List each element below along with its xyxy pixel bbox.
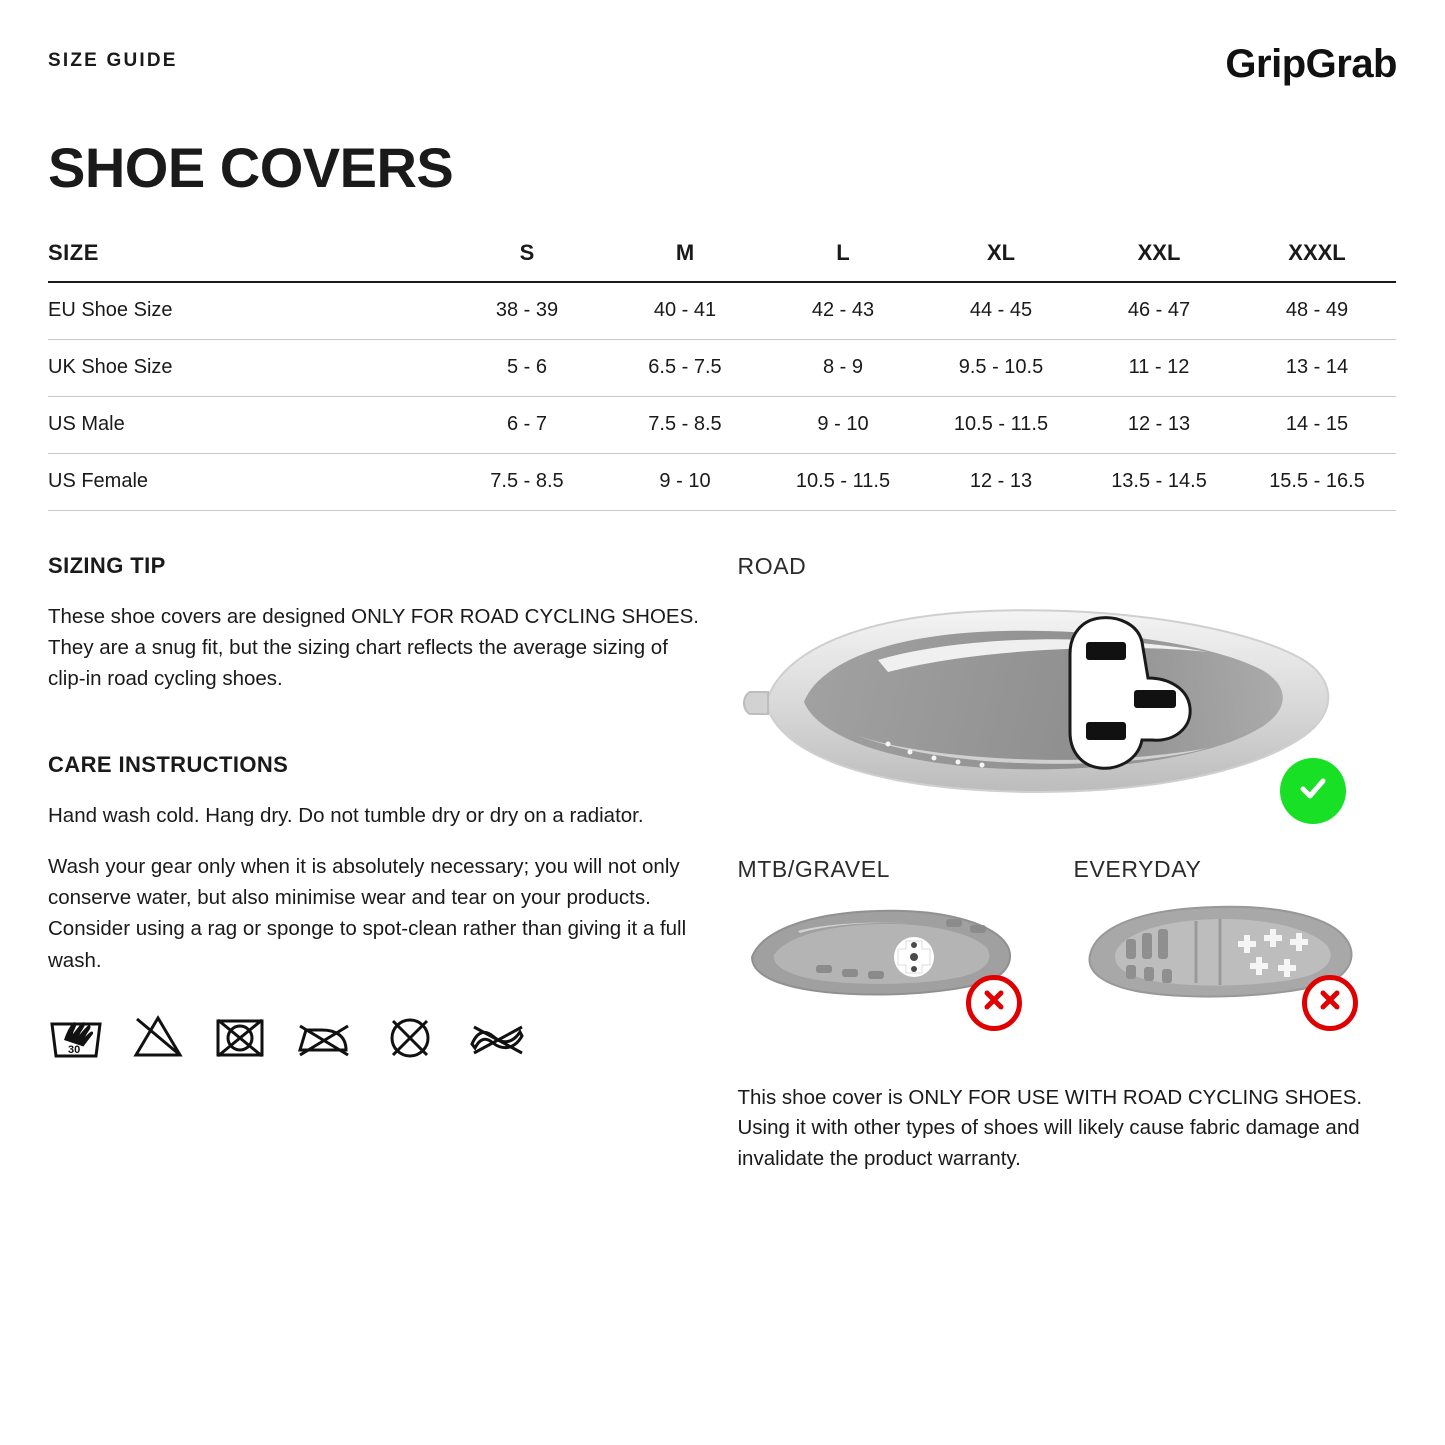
column-header-size: SIZE bbox=[48, 238, 448, 282]
page-title: SHOE COVERS bbox=[48, 136, 454, 199]
do-not-tumble-dry-icon bbox=[212, 1010, 268, 1062]
road-label: ROAD bbox=[737, 552, 807, 579]
cell: 7.5 - 8.5 bbox=[448, 453, 606, 510]
cell: 10.5 - 11.5 bbox=[922, 396, 1080, 453]
cell: 7.5 - 8.5 bbox=[606, 396, 764, 453]
cross-icon bbox=[979, 985, 1009, 1020]
cell: 9.5 - 10.5 bbox=[922, 339, 1080, 396]
care-paragraph-2: Wash your gear only when it is absolutely necessary; you will not only conserve water, but also minimise wear and tear on your products. Consider using a rag or sponge to spot-clean rather than giving it a full wash. bbox=[48, 855, 687, 972]
do-not-iron-icon bbox=[294, 1010, 356, 1062]
do-not-bleach-icon bbox=[130, 1010, 186, 1062]
cell: 10.5 - 11.5 bbox=[764, 453, 922, 510]
warning-text: This shoe cover is ONLY FOR USE WITH ROAD CYCLING SHOES. Using it with other types of shoes will likely cause fabric damage and invalidate the product warranty. bbox=[737, 1085, 1363, 1170]
cell: 42 - 43 bbox=[764, 282, 922, 339]
road-allowed-badge bbox=[1280, 758, 1346, 824]
cell: 8 - 9 bbox=[764, 339, 922, 396]
check-icon bbox=[1294, 769, 1332, 812]
sizing-tip-text: These shoe covers are designed ONLY FOR ROAD CYCLING SHOES. They are a snug fit, but the sizing chart reflects the average sizing of clip-in road cycling shoes. bbox=[48, 604, 699, 690]
road-shoe-image bbox=[738, 586, 1358, 816]
cell: 14 - 15 bbox=[1238, 396, 1396, 453]
cell: 40 - 41 bbox=[606, 282, 764, 339]
unsupported-shoes-row bbox=[738, 856, 1398, 1021]
care-instructions-heading: CARE INSTRUCTIONS bbox=[48, 751, 289, 777]
row-label: US Male bbox=[48, 396, 448, 453]
table-row bbox=[48, 396, 1396, 453]
everyday-label: EVERYDAY bbox=[1073, 855, 1202, 882]
size-table bbox=[48, 238, 1396, 511]
everyday-illustration-block bbox=[1074, 856, 1364, 1021]
cell: 38 - 39 bbox=[448, 282, 606, 339]
row-label: US Female bbox=[48, 453, 448, 510]
road-illustration-block bbox=[738, 553, 1358, 816]
mtb-shoe-image bbox=[738, 891, 1028, 1021]
everyday-denied-badge bbox=[1302, 975, 1358, 1031]
do-not-dry-clean-icon bbox=[382, 1010, 438, 1062]
cell: 46 - 47 bbox=[1080, 282, 1238, 339]
cell: 13.5 - 14.5 bbox=[1080, 453, 1238, 510]
cell: 12 - 13 bbox=[1080, 396, 1238, 453]
mtb-illustration-block bbox=[738, 856, 1028, 1021]
cell: 9 - 10 bbox=[606, 453, 764, 510]
row-label: UK Shoe Size bbox=[48, 339, 448, 396]
column-header-s: S bbox=[448, 238, 606, 282]
cell: 44 - 45 bbox=[922, 282, 1080, 339]
cell: 12 - 13 bbox=[922, 453, 1080, 510]
row-label: EU Shoe Size bbox=[48, 282, 448, 339]
care-paragraph-1: Hand wash cold. Hang dry. Do not tumble dry or dry on a radiator. bbox=[48, 803, 644, 827]
column-header-xl: XL bbox=[922, 238, 1080, 282]
column-header-m: M bbox=[606, 238, 764, 282]
mtb-denied-badge bbox=[966, 975, 1022, 1031]
care-symbol-row bbox=[48, 1010, 708, 1062]
do-not-wring-icon bbox=[464, 1010, 534, 1062]
column-header-xxl: XXL bbox=[1080, 238, 1238, 282]
cell: 6.5 - 7.5 bbox=[606, 339, 764, 396]
table-row bbox=[48, 339, 1396, 396]
column-header-xxxl: XXXL bbox=[1238, 238, 1396, 282]
cell: 13 - 14 bbox=[1238, 339, 1396, 396]
table-row bbox=[48, 453, 1396, 510]
lower-content bbox=[48, 553, 1397, 1196]
cell: 5 - 6 bbox=[448, 339, 606, 396]
eyebrow-label: SIZE GUIDE bbox=[48, 50, 178, 71]
cell: 6 - 7 bbox=[448, 396, 606, 453]
brand-logo: GripGrab bbox=[1225, 42, 1397, 86]
left-column bbox=[48, 553, 738, 1196]
table-header-row bbox=[48, 238, 1396, 282]
page-header bbox=[48, 44, 1397, 94]
cell: 48 - 49 bbox=[1238, 282, 1396, 339]
hand-wash-30-icon bbox=[48, 1010, 104, 1062]
table-row bbox=[48, 282, 1396, 339]
everyday-shoe-image bbox=[1074, 891, 1364, 1021]
column-header-l: L bbox=[764, 238, 922, 282]
svg-text:30: 30 bbox=[68, 1043, 81, 1056]
right-column bbox=[738, 553, 1398, 1196]
sizing-tip-heading: SIZING TIP bbox=[48, 552, 166, 578]
cell: 11 - 12 bbox=[1080, 339, 1238, 396]
mtb-label: MTB/GRAVEL bbox=[737, 855, 891, 882]
cell: 9 - 10 bbox=[764, 396, 922, 453]
cell: 15.5 - 16.5 bbox=[1238, 453, 1396, 510]
cross-icon bbox=[1315, 985, 1345, 1020]
